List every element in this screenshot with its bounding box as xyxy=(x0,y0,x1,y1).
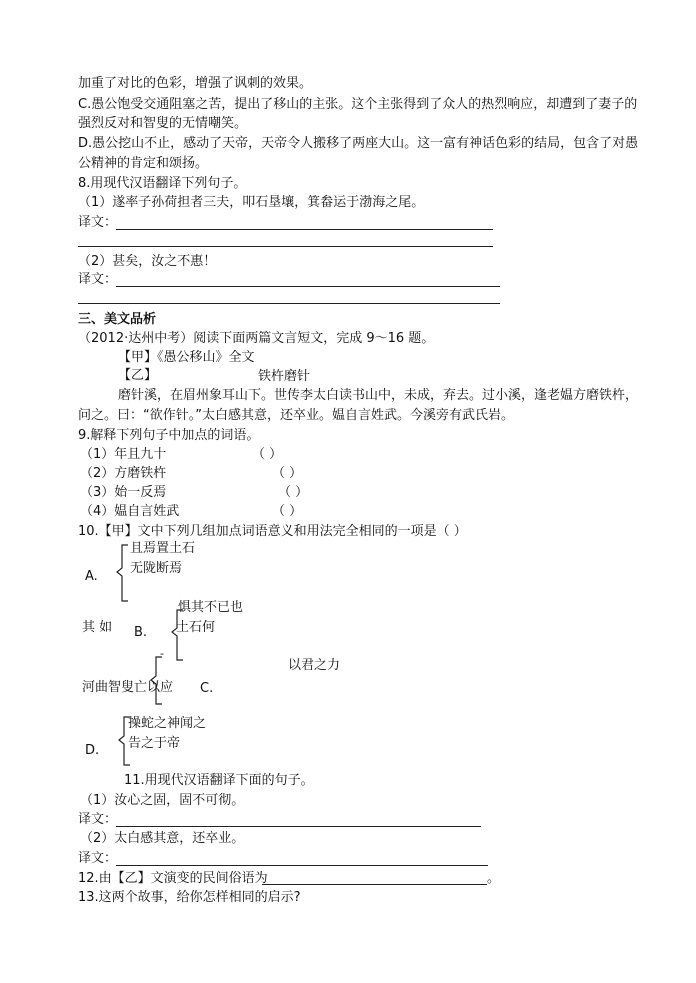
passage-yi-tag: 【乙】 xyxy=(118,368,158,383)
option-d-text: D.愚公挖山不止，感动了天帝，天帝令人搬移了两座大山。这一富有神话色彩的结局，包含了对愚 xyxy=(78,136,639,151)
translation-label: 译文： xyxy=(78,851,118,866)
option-b-label[interactable]: B. xyxy=(134,625,148,640)
question-12-end: 。 xyxy=(487,871,501,886)
paragraph-line: 加重了对比的色彩，增强了讽刺的效果。 xyxy=(78,76,313,91)
answer-blank[interactable]: （ ） xyxy=(272,504,303,519)
question-13: 13.这两个故事，给你怎样相同的启示? xyxy=(78,890,301,905)
option-d-text-cont: 公精神的肯定和颂扬。 xyxy=(78,156,209,171)
translation-label: 译文： xyxy=(78,272,118,287)
question-9-item: （1）年且九十 xyxy=(80,447,167,462)
option-a-label[interactable]: A. xyxy=(85,569,98,584)
option-b-line-1: 惧其不已也 xyxy=(178,600,244,615)
question-11-item-1: （1）汝心之固，固不可彻。 xyxy=(80,793,245,808)
reading-intro: （2012·达州中考）阅读下面两篇文言短文，完成 9～16 题。 xyxy=(78,331,435,346)
option-a-line-2: 无陇断焉 xyxy=(130,561,183,576)
option-d-line-2: 告之于帝 xyxy=(128,736,181,751)
option-c-label[interactable]: C. xyxy=(200,681,214,696)
question-8-item-2: （2）甚矣，汝之不惠！ xyxy=(78,254,217,269)
question-9-item: （4）媪自言姓武 xyxy=(80,504,180,519)
answer-blank[interactable]: （ ） xyxy=(278,485,309,500)
option-c-line-1: 以君之力 xyxy=(288,658,341,673)
answer-blank[interactable]: （ ） xyxy=(272,466,303,481)
question-8: 8.用现代汉语翻译下列句子。 xyxy=(78,176,247,191)
answer-blank[interactable]: （ ） xyxy=(252,447,283,462)
answer-line[interactable] xyxy=(116,865,488,866)
section-heading: 三、美文品析 xyxy=(78,312,157,327)
passage-yi-line: 问之。曰：“欲作针。”太白感其意，还卒业。媪自言姓武。今溪旁有武氏岩。 xyxy=(78,408,514,423)
answer-line[interactable] xyxy=(262,884,487,885)
answer-line[interactable] xyxy=(116,826,481,827)
question-12: 12.由【乙】文演变的民间俗语为 xyxy=(78,871,268,886)
translation-label: 译文： xyxy=(78,812,118,827)
option-d-line-1: 操蛇之神闻之 xyxy=(128,716,207,731)
option-c-text: C.愚公饱受交通阻塞之苦，提出了移山的主张。这个主张得到了众人的热烈响应，却遭到了妻子的 xyxy=(78,97,638,112)
question-11: 11.用现代汉语翻译下面的句子。 xyxy=(124,773,314,788)
passage-yi-title: 铁杵磨针 xyxy=(258,369,311,384)
option-a-line-1: 且焉置土石 xyxy=(130,541,196,556)
question-11-item-2: （2）太白感其意，还卒业。 xyxy=(80,831,245,846)
option-b-line-2: 土石何 xyxy=(176,620,216,635)
translation-label: 译文： xyxy=(78,215,118,230)
question-9-item: （2）方磨铁杵 xyxy=(80,466,167,481)
dash-mark: - xyxy=(160,647,164,660)
question-9: 9.解释下列句子中加点的词语。 xyxy=(78,428,260,443)
question-8-item-1: （1）遂率子孙荷担者三夫，叩石垦壤，箕畚运于渤海之尾。 xyxy=(78,195,425,210)
question-9-item: （3）始一反焉 xyxy=(80,485,167,500)
passage-jia-title: 【甲】《愚公移山》全文 xyxy=(118,350,255,365)
option-c-text-cont: 强烈反对和智叟的无情嘲笑。 xyxy=(78,116,248,131)
question-10: 10.【甲】文中下列几组加点词语意义和用法完全相同的一项是（ ） xyxy=(78,524,467,539)
option-c-line-2: 河曲智叟亡以应 xyxy=(82,680,174,695)
passage-yi-line: 磨针溪，在眉州象耳山下。世传李太白读书山中，未成，弃去。过小溪，逢老媪方磨铁杵， xyxy=(118,388,639,403)
qi-ru-label: 其 如 xyxy=(82,620,113,635)
option-d-label[interactable]: D. xyxy=(85,743,100,758)
